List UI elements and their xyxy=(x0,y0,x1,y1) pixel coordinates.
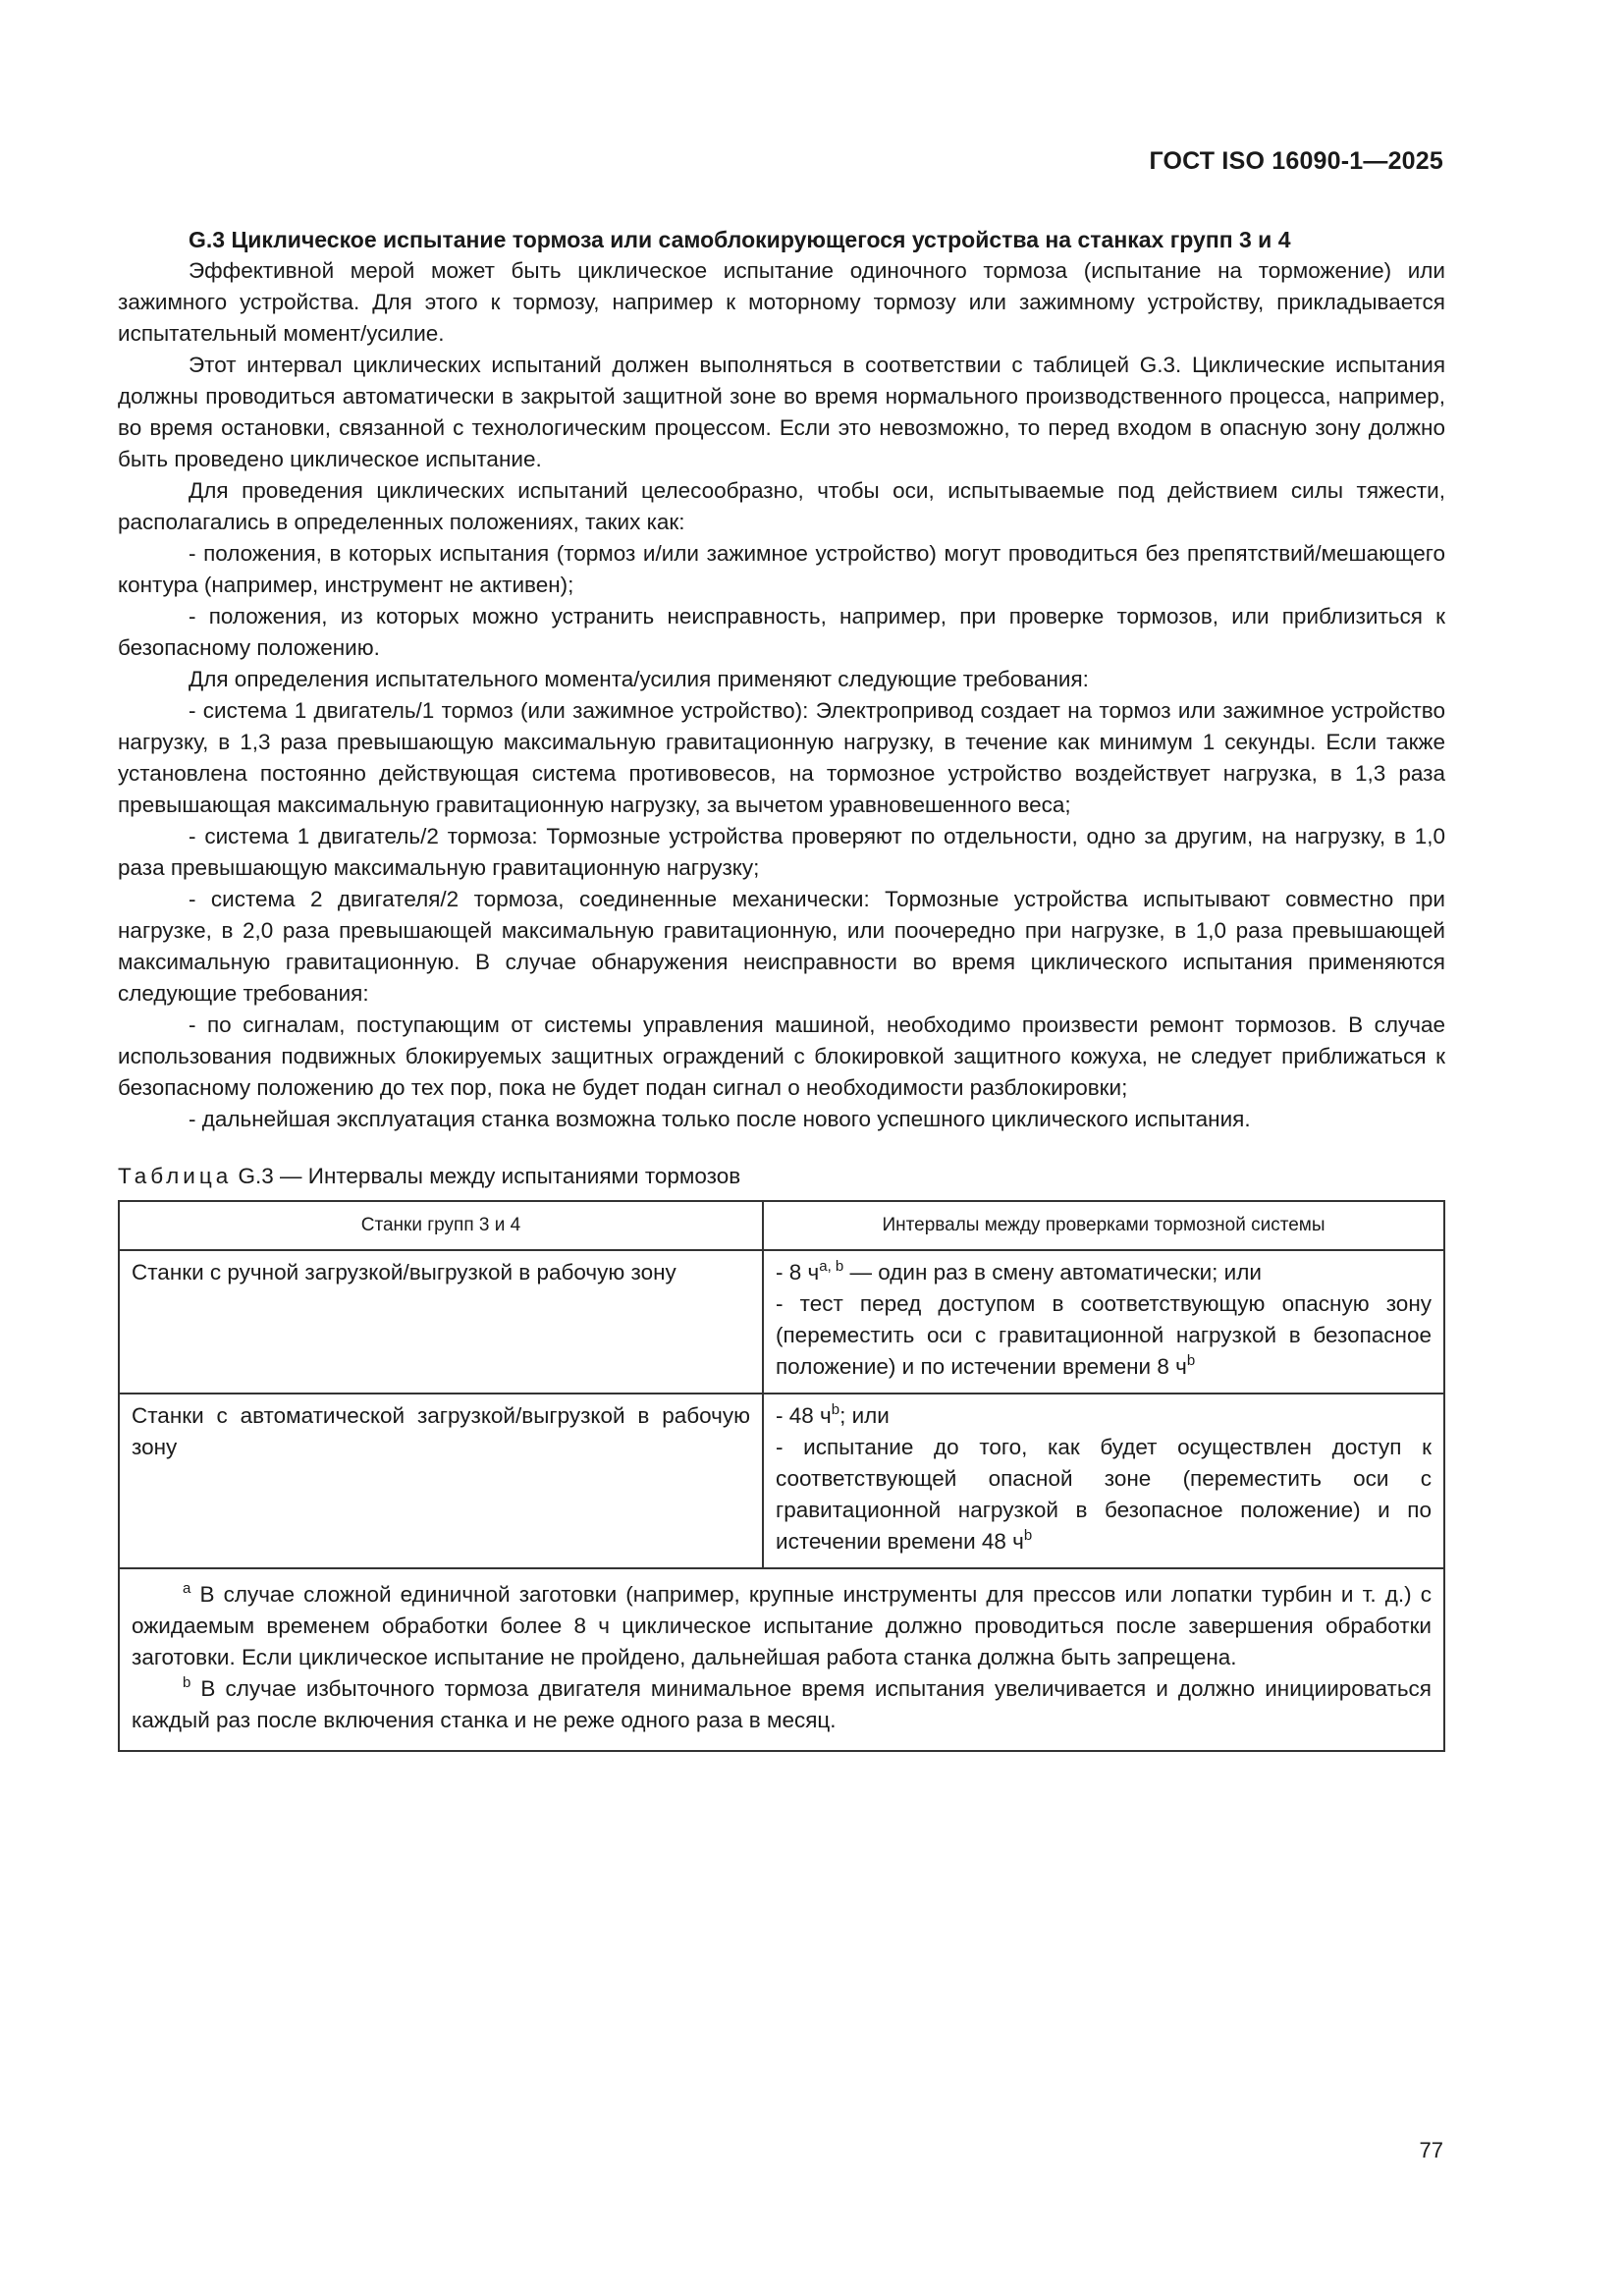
interval-line xyxy=(776,1257,1432,1288)
list-item: - система 2 двигателя/2 тормоза, соединенные механически: Тормозные устройства испытывают совместно при нагрузке, в 2,0 раза превышающей максимальную гравитационную, или поочередно при нагрузке, в 1,0 раза превышающей максимальную гравитационную. В случае обнаружения неисправности во время циклического испытания применяются следующие требования: xyxy=(118,887,1445,1006)
interval-cell xyxy=(763,1250,1444,1394)
interval-text: ; или xyxy=(839,1403,890,1428)
footnote-ref: b xyxy=(831,1401,840,1418)
list-item: - система 1 двигатель/2 тормоза: Тормозные устройства проверяют по отдельности, одно за другим, на нагрузку, в 1,0 раза превышающую максимальную гравитационную нагрузку; xyxy=(118,824,1445,880)
list-item: - по сигналам, поступающим от системы управления машиной, необходимо произвести ремонт тормозов. В случае использования подвижных блокируемых защитных ограждений с блокировкой защитного кожуха, не следует приближаться к безопасному положению до тех пор, пока не будет подан сигнал о необходимости разблокировки; xyxy=(118,1012,1445,1100)
column-header: Интервалы между проверками тормозной системы xyxy=(763,1201,1444,1250)
interval-text: — один раз в смену автоматически; или xyxy=(843,1260,1262,1285)
footnote-ref: b xyxy=(1186,1352,1196,1369)
interval-line xyxy=(776,1432,1432,1558)
list-item: - дальнейшая эксплуатация станка возможна только после нового успешного циклического испытания. xyxy=(189,1107,1251,1131)
paragraph: Для определения испытательного момента/усилия применяют следующие требования: xyxy=(189,667,1089,691)
interval-text: - испытание до того, как будет осуществлен доступ к соответствующей опасной зоне (переместить оси с гравитационной нагрузкой в безопасное положение) и по истечении времени 48 ч xyxy=(776,1435,1432,1554)
list-item: - система 1 двигатель/1 тормоз (или зажимное устройство): Электропривод создает на тормоз или зажимное устройство нагрузку, в 1,3 раза превышающую максимальную гравитационную нагрузку, в течение как минимум 1 секунды. Если также установлена постоянно действующая система противовесов, на тормозное устройство воздействует нагрузка, в 1,3 раза превышающая максимальную гравитационную нагрузку, за вычетом уравновешенного веса; xyxy=(118,698,1445,817)
machine-group-cell: Станки с ручной загрузкой/выгрузкой в рабочую зону xyxy=(119,1250,763,1394)
paragraph: Для проведения циклических испытаний целесообразно, чтобы оси, испытываемые под действием силы тяжести, располагались в определенных положениях, таких как: xyxy=(118,478,1445,534)
brake-test-intervals-table xyxy=(118,1200,1445,1752)
interval-cell xyxy=(763,1394,1444,1568)
table-row xyxy=(119,1394,1444,1568)
page-number: 77 xyxy=(1419,2138,1443,2162)
interval-text: - 48 ч xyxy=(776,1403,832,1428)
interval-line xyxy=(776,1400,1432,1432)
list-item: - положения, из которых можно устранить неисправность, например, при проверке тормозов, или приблизиться к безопасному положению. xyxy=(118,604,1445,660)
column-header: Станки групп 3 и 4 xyxy=(119,1201,763,1250)
interval-line xyxy=(776,1288,1432,1383)
interval-text: - 8 ч xyxy=(776,1260,820,1285)
table-caption-prefix: Таблица xyxy=(118,1164,233,1188)
document-id-header: ГОСТ ISO 16090-1—2025 xyxy=(1149,147,1443,175)
table-footnote xyxy=(132,1673,1432,1736)
table-row xyxy=(119,1250,1444,1394)
footnote-ref: b xyxy=(1023,1527,1033,1544)
table-header-row xyxy=(119,1201,1444,1250)
list-item: - положения, в которых испытания (тормоз и/или зажимное устройство) могут проводиться без препятствий/мешающего контура (например, инструмент не активен); xyxy=(118,541,1445,597)
paragraph: Эффективной мерой может быть циклическое испытание одиночного тормоза (испытание на торможение) или зажимного устройства. Для этого к тормозу, например к моторному тормозу или зажимному устройству, прикладывается испытательный момент/усилие. xyxy=(118,258,1445,346)
table-caption-text: G.3 — Интервалы между испытаниями тормозов xyxy=(238,1164,741,1188)
machine-group-cell: Станки с автоматической загрузкой/выгрузкой в рабочую зону xyxy=(119,1394,763,1568)
footnote-text: В случае сложной единичной заготовки (например, крупные инструменты для прессов или лопатки турбин и т. д.) с ожидаемым временем обработки более 8 ч циклическое испытание должно проводиться после завершения обработки заготовки. Если циклическое испытание не пройдено, дальнейшая работа станка должна быть запрещена. xyxy=(132,1582,1432,1669)
interval-text: - тест перед доступом в соответствующую опасную зону (переместить оси с гравитационной нагрузкой в безопасное положение) и по истечении времени 8 ч xyxy=(776,1291,1432,1379)
section-heading: G.3 Циклическое испытание тормоза или самоблокирующегося устройства на станках групп 3 и 4 xyxy=(189,227,1291,252)
paragraph: Этот интервал циклических испытаний должен выполняться в соответствии с таблицей G.3. Циклические испытания должны проводиться автоматически в закрытой защитной зоне во время нормального производственного процесса, например, во время остановки, связанной с технологическим процессом. Если это невозможно, то перед входом в опасную зону должно быть проведено циклическое испытание. xyxy=(118,353,1445,471)
footnote-ref: a, b xyxy=(819,1258,844,1275)
footnote-marker: b xyxy=(183,1674,191,1691)
footnote-text: В случае избыточного тормоза двигателя минимальное время испытания увеличивается и должно инициироваться каждый раз после включения станка и не реже одного раза в месяц. xyxy=(132,1676,1432,1732)
table-footnote xyxy=(132,1579,1432,1673)
table-notes-cell xyxy=(119,1568,1444,1751)
page-content xyxy=(118,224,1445,1752)
table-notes-row xyxy=(119,1568,1444,1751)
footnote-marker: a xyxy=(183,1580,191,1597)
table-caption xyxy=(118,1161,1445,1192)
